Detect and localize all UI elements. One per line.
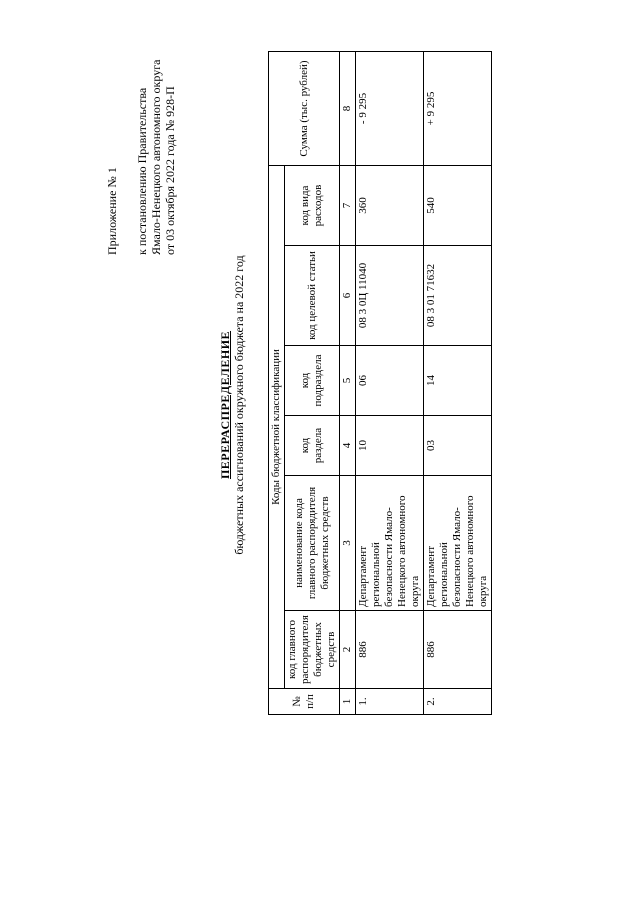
row-num: 1. [356, 689, 424, 715]
column-number: 3 [340, 476, 356, 611]
row-sum: - 9 295 [356, 52, 424, 166]
header-group: Коды бюджетной классификации [269, 166, 285, 689]
header-expense: код вида расходов [285, 166, 340, 246]
column-number: 5 [340, 346, 356, 416]
document-heading [218, 195, 246, 615]
header-num: № п/п [269, 689, 340, 715]
row-target: 08 3 0Ц 11040 [356, 246, 424, 346]
column-number: 8 [340, 52, 356, 166]
column-number: 2 [340, 611, 356, 689]
table-row [424, 52, 492, 715]
row-subsection: 06 [356, 346, 424, 416]
column-number: 6 [340, 246, 356, 346]
header-section: код раздела [285, 416, 340, 476]
header-sum: Сумма (тыс. рублей) [269, 52, 340, 166]
column-number: 1 [340, 689, 356, 715]
row-code-admin: 886 [356, 611, 424, 689]
column-number: 7 [340, 166, 356, 246]
row-target: 08 3 01 71632 [424, 246, 492, 346]
header-subsection: код подраздела [285, 346, 340, 416]
table-row [356, 52, 424, 715]
appendix-title: Приложение № 1 [105, 167, 119, 255]
column-number: 4 [340, 416, 356, 476]
row-section: 10 [356, 416, 424, 476]
appendix-line: к постановлению Правительства [135, 87, 149, 255]
document-title: ПЕРЕРАСПРЕДЕЛЕНИЕ [218, 330, 232, 480]
row-subsection: 14 [424, 346, 492, 416]
row-code-admin: 886 [424, 611, 492, 689]
column-number-row [340, 52, 356, 715]
appendix-line: Ямало-Ненецкого автономного округа [149, 59, 163, 255]
header-name-admin: наименование кода главного распорядителя бюджетных средств [285, 476, 340, 611]
row-expense: 540 [424, 166, 492, 246]
header-target: код целевой статьи [285, 246, 340, 346]
table-header-row [269, 52, 285, 715]
row-num: 2. [424, 689, 492, 715]
row-section: 03 [424, 416, 492, 476]
row-name: Департамент региональной безопасности Ямало-Ненецкого автономного округа [356, 476, 424, 611]
budget-table [268, 51, 492, 715]
row-name: Департамент региональной безопасности Ямало-Ненецкого автономного округа [424, 476, 492, 611]
row-expense: 360 [356, 166, 424, 246]
header-code-admin: код главного распорядителя бюджетных средств [285, 611, 340, 689]
appendix-line: от 03 октября 2022 года № 928-П [163, 86, 177, 255]
document-subtitle: бюджетных ассигнований окружного бюджета на 2022 год [232, 255, 246, 555]
appendix-block [105, 35, 177, 255]
row-sum: + 9 295 [424, 52, 492, 166]
